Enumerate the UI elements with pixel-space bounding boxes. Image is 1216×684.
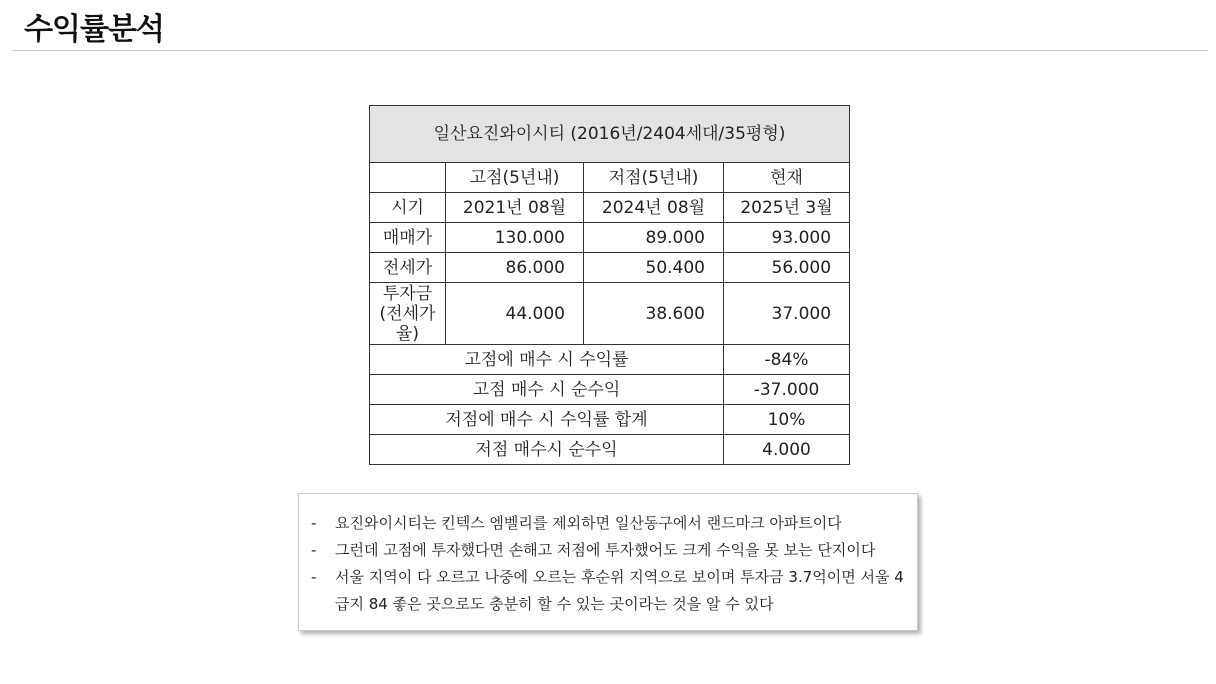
table-row-period	[370, 193, 850, 223]
cell-value: 93.000	[724, 223, 850, 253]
note-text: 그런데 고점에 투자했다면 손해고 저점에 투자했어도 크게 수익을 못 보는 단지이다	[335, 541, 876, 559]
summary-label: 고점에 매수 시 수익률	[370, 345, 724, 375]
page-title: 수익률분석	[24, 12, 164, 47]
summary-value: 10%	[724, 405, 850, 435]
list-item	[311, 537, 907, 564]
column-header-current: 현재	[724, 163, 850, 193]
list-item	[311, 564, 907, 618]
row-label: 시기	[370, 193, 446, 223]
summary-row	[370, 405, 850, 435]
header-empty-cell	[370, 163, 446, 193]
summary-value: -37.000	[724, 375, 850, 405]
cell-value: 86.000	[446, 253, 584, 283]
table-header-row	[370, 163, 850, 193]
summary-label: 고점 매수 시 순수익	[370, 375, 724, 405]
list-item	[311, 510, 907, 537]
cell-value: 50.400	[584, 253, 724, 283]
column-header-peak: 고점(5년내)	[446, 163, 584, 193]
summary-row	[370, 375, 850, 405]
cell-value: 38.600	[584, 283, 724, 345]
bullet-dash: -	[311, 541, 317, 559]
cell-value: 56.000	[724, 253, 850, 283]
summary-row	[370, 345, 850, 375]
cell-value: 130.000	[446, 223, 584, 253]
table-row-investment	[370, 283, 850, 345]
summary-row	[370, 435, 850, 465]
bullet-dash: -	[311, 568, 317, 586]
summary-label: 저점에 매수 시 수익률 합계	[370, 405, 724, 435]
row-label: 전세가	[370, 253, 446, 283]
cell-value: 2021년 08월	[446, 193, 584, 223]
cell-value: 2024년 08월	[584, 193, 724, 223]
notes-list	[311, 510, 907, 618]
cell-value: 44.000	[446, 283, 584, 345]
row-label: 매매가	[370, 223, 446, 253]
table-caption: 일산요진와이시티 (2016년/2404세대/35평형)	[370, 106, 850, 163]
summary-value: -84%	[724, 345, 850, 375]
column-header-trough: 저점(5년내)	[584, 163, 724, 193]
return-analysis-table	[369, 105, 850, 465]
title-divider	[12, 50, 1208, 51]
cell-value: 37.000	[724, 283, 850, 345]
note-text: 서울 지역이 다 오르고 나중에 오르는 후순위 지역으로 보이며 투자금 3.7억이면 서울 4급지 84 좋은 곳으로도 충분히 할 수 있는 곳이라는 것을 알 수 있다	[335, 568, 904, 613]
table-row-jeonse-price	[370, 253, 850, 283]
notes-box	[298, 493, 918, 631]
summary-value: 4.000	[724, 435, 850, 465]
summary-label: 저점 매수시 순수익	[370, 435, 724, 465]
row-label: 투자금 (전세가율)	[370, 283, 446, 345]
table-row-sale-price	[370, 223, 850, 253]
cell-value: 89.000	[584, 223, 724, 253]
cell-value: 2025년 3월	[724, 193, 850, 223]
note-text: 요진와이시티는 킨텍스 엠벨리를 제외하면 일산동구에서 랜드마크 아파트이다	[335, 514, 842, 532]
bullet-dash: -	[311, 514, 317, 532]
